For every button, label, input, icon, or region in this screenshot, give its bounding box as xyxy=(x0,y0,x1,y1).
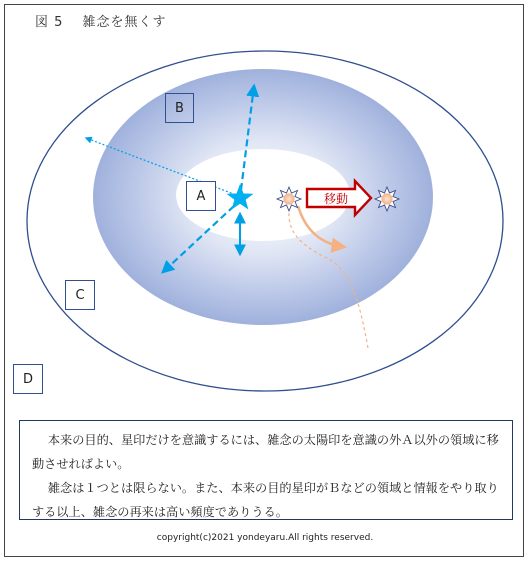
move-label: 移動 xyxy=(323,192,348,206)
figure-title: 図 5 雑念を無くす xyxy=(35,15,167,30)
copyright-text: copyright(c)2021 yondeyaru.All rights reserved. xyxy=(156,533,374,543)
region-b-label: B xyxy=(165,93,194,123)
note-paragraph: 雑念は１つとは限らない。また、本来の目的星印がＢなどの領域と情報をやり取りする以上、雑念の再来は高い頻度でありうる。 xyxy=(32,481,499,519)
note-paragraph: 本来の目的、星印だけを意識するには、雑念の太陽印を意識の外Ａ以外の領域に移動させればよい。 xyxy=(32,433,499,471)
explanation-note xyxy=(19,420,513,520)
region-a-label: A xyxy=(186,181,216,211)
region-c-label: C xyxy=(65,280,95,310)
sun-icon xyxy=(277,187,301,211)
sun-icon xyxy=(375,187,399,211)
region-d-label: D xyxy=(13,364,43,394)
